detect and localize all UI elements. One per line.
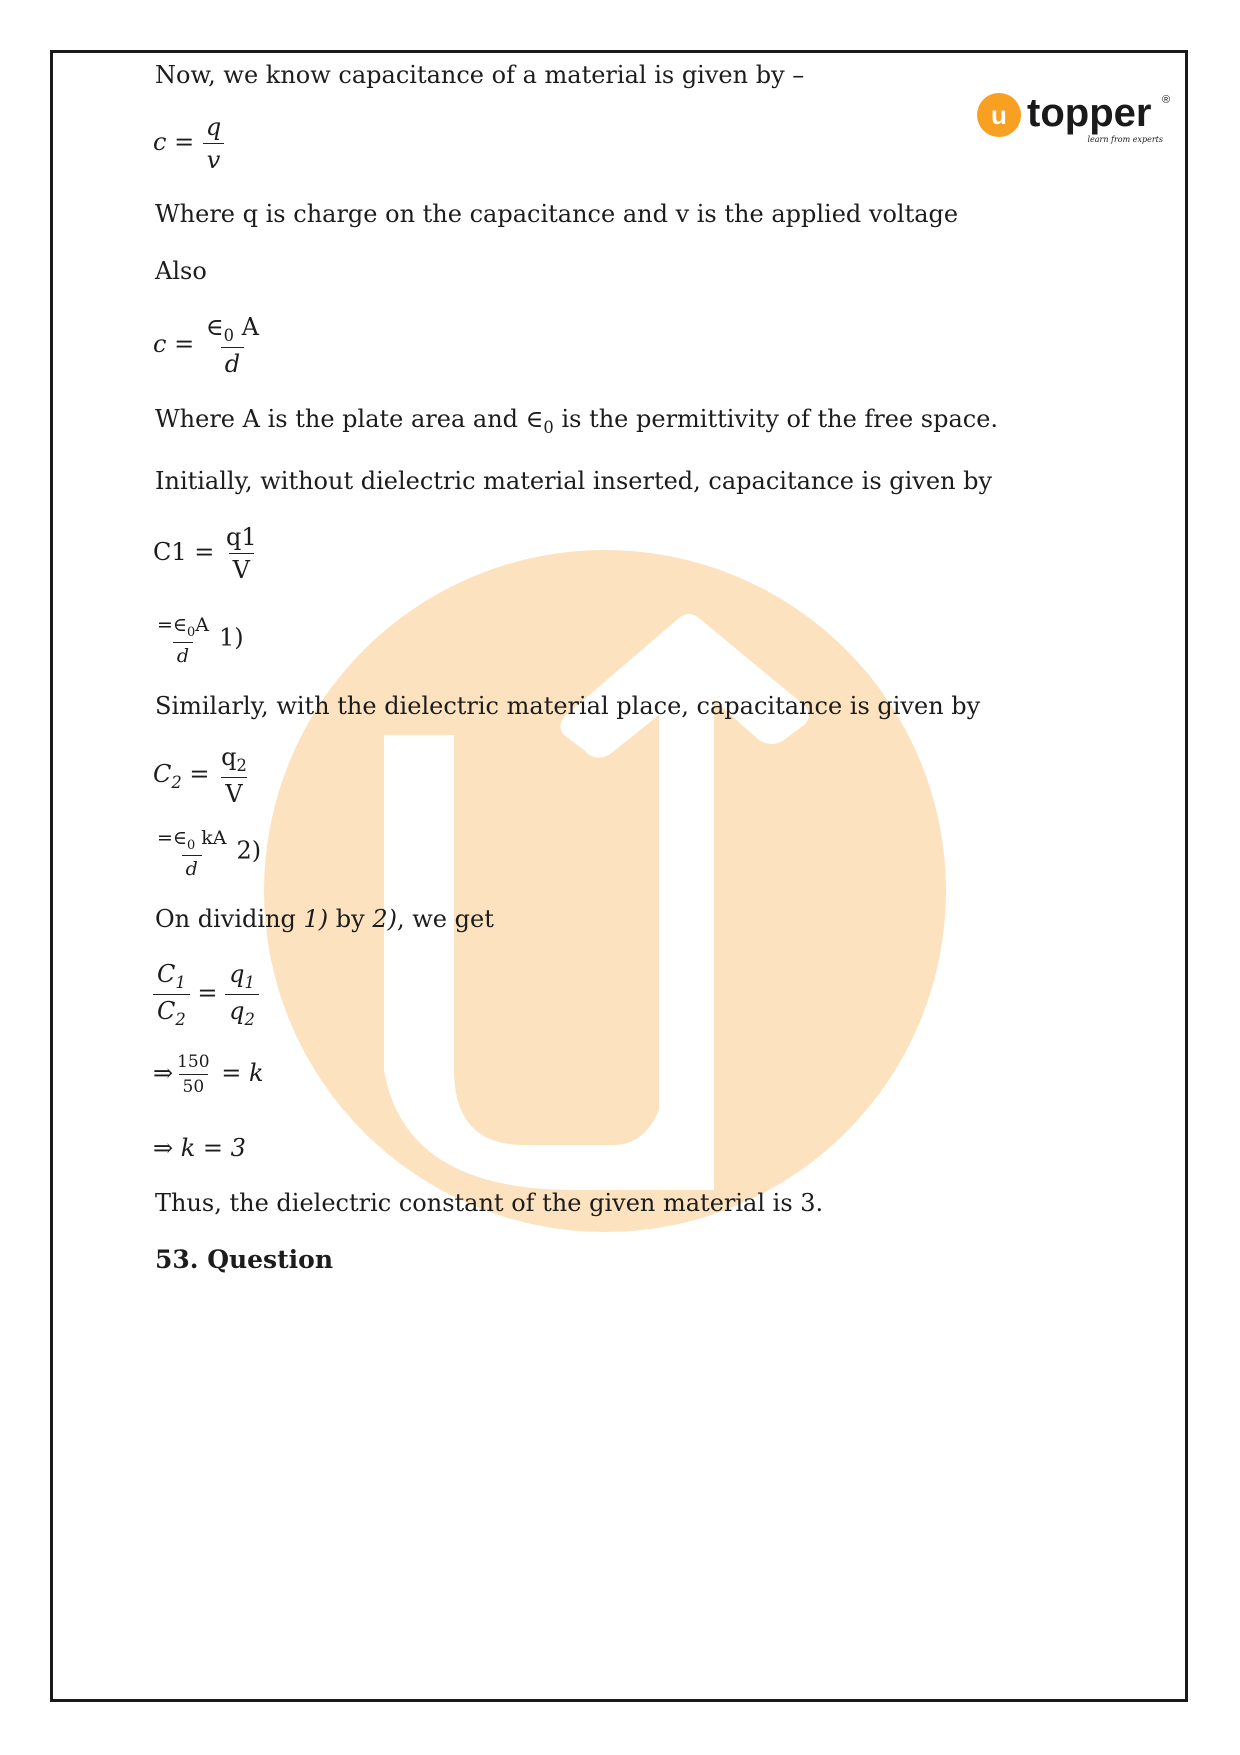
eq5-denominator: V	[221, 777, 246, 808]
eq7-q1: $q_1$	[229, 960, 255, 992]
eq5-lhs: $C_2$	[153, 759, 182, 792]
eq2-numerator: $\in_0$ A	[205, 313, 259, 345]
eq2-lhs: c =	[153, 329, 195, 358]
eq4-denominator: d	[173, 642, 193, 667]
equation-c2-q2-over-v	[153, 743, 251, 808]
eq8-denominator: 50	[179, 1074, 209, 1097]
equation-ratio	[153, 960, 259, 1029]
eq6-numerator: $=\in_0$ kA	[157, 827, 227, 853]
paragraph-where-a: Where A is the plate area and $\in_0$ is the permittivity of the free space.	[155, 405, 999, 437]
topper-logo	[975, 88, 1175, 158]
eq7-q-fraction	[225, 960, 259, 1029]
eq7-q2: $q_2$	[225, 994, 259, 1029]
eq8-arrow: ⇒	[153, 1059, 174, 1087]
topper-logo-registered: ®	[1162, 94, 1171, 106]
eq4-numerator: $=\in_0A$	[157, 614, 209, 640]
eq7-c1: $C_1$	[157, 960, 186, 992]
paragraph-also: Also	[155, 257, 207, 285]
eq3-lhs: C1 =	[153, 538, 215, 566]
eq2-fraction	[202, 313, 263, 378]
equation-epsilon-a-over-d-1	[153, 614, 244, 667]
paragraph-capacitance-intro: Now, we know capacitance of a material is given by –	[155, 61, 805, 89]
eq3-numerator: q1	[226, 523, 257, 551]
eq1-lhs: c =	[153, 128, 195, 156]
watermark-circle	[264, 550, 946, 1232]
question-heading: 53. Question	[155, 1245, 334, 1274]
eq4-fraction	[153, 614, 213, 667]
eq7-equals: =	[197, 978, 218, 1007]
eq5-fraction	[217, 743, 251, 808]
paragraph-initially: Initially, without dielectric material inserted, capacitance is given by	[155, 467, 993, 495]
paragraph-similarly: Similarly, with the dielectric material place, capacitance is given by	[155, 692, 981, 720]
paragraph-conclusion: Thus, the dielectric constant of the given material is 3.	[155, 1189, 824, 1217]
equation-epsilon-ka-over-d-2	[153, 827, 261, 880]
eq1-fraction	[202, 113, 225, 174]
eq8-fraction	[173, 1052, 213, 1097]
eq7-c2: $C_2$	[153, 994, 190, 1029]
equation-c1-q1-over-v	[153, 523, 261, 584]
paragraph-where-q: Where q is charge on the capacitance and v is the applied voltage	[155, 200, 959, 228]
equation-c-epsilon-a-over-d	[153, 313, 263, 378]
watermark-logo	[264, 550, 946, 1232]
equation-150-over-50	[153, 1052, 263, 1097]
eq7-c-fraction	[153, 960, 190, 1029]
eq3-fraction	[222, 523, 261, 584]
eq6-denominator: d	[182, 855, 202, 880]
eq5-equals: =	[189, 759, 210, 788]
eq4-tag: 1)	[218, 623, 244, 652]
eq6-tag: 2)	[236, 836, 262, 865]
eq1-numerator: q	[205, 113, 222, 141]
topper-logo-wordmark: topper	[1027, 91, 1152, 135]
eq3-denominator: V	[229, 553, 254, 584]
eq6-fraction	[153, 827, 230, 880]
eq2-denominator: d	[221, 347, 244, 378]
eq5-numerator: $q_2$	[221, 743, 247, 775]
paragraph-on-dividing: On dividing 1) by 2), we get	[155, 905, 494, 933]
eq8-numerator: 150	[177, 1052, 210, 1072]
equation-c-q-over-v	[153, 113, 225, 174]
equation-k-equals-3: ⇒ k = 3	[153, 1134, 246, 1162]
topper-logo-tagline: learn from experts	[1087, 135, 1163, 144]
topper-logo-mark: u	[991, 100, 1007, 130]
eq8-rhs: = k	[221, 1059, 264, 1087]
eq1-denominator: v	[203, 143, 225, 174]
